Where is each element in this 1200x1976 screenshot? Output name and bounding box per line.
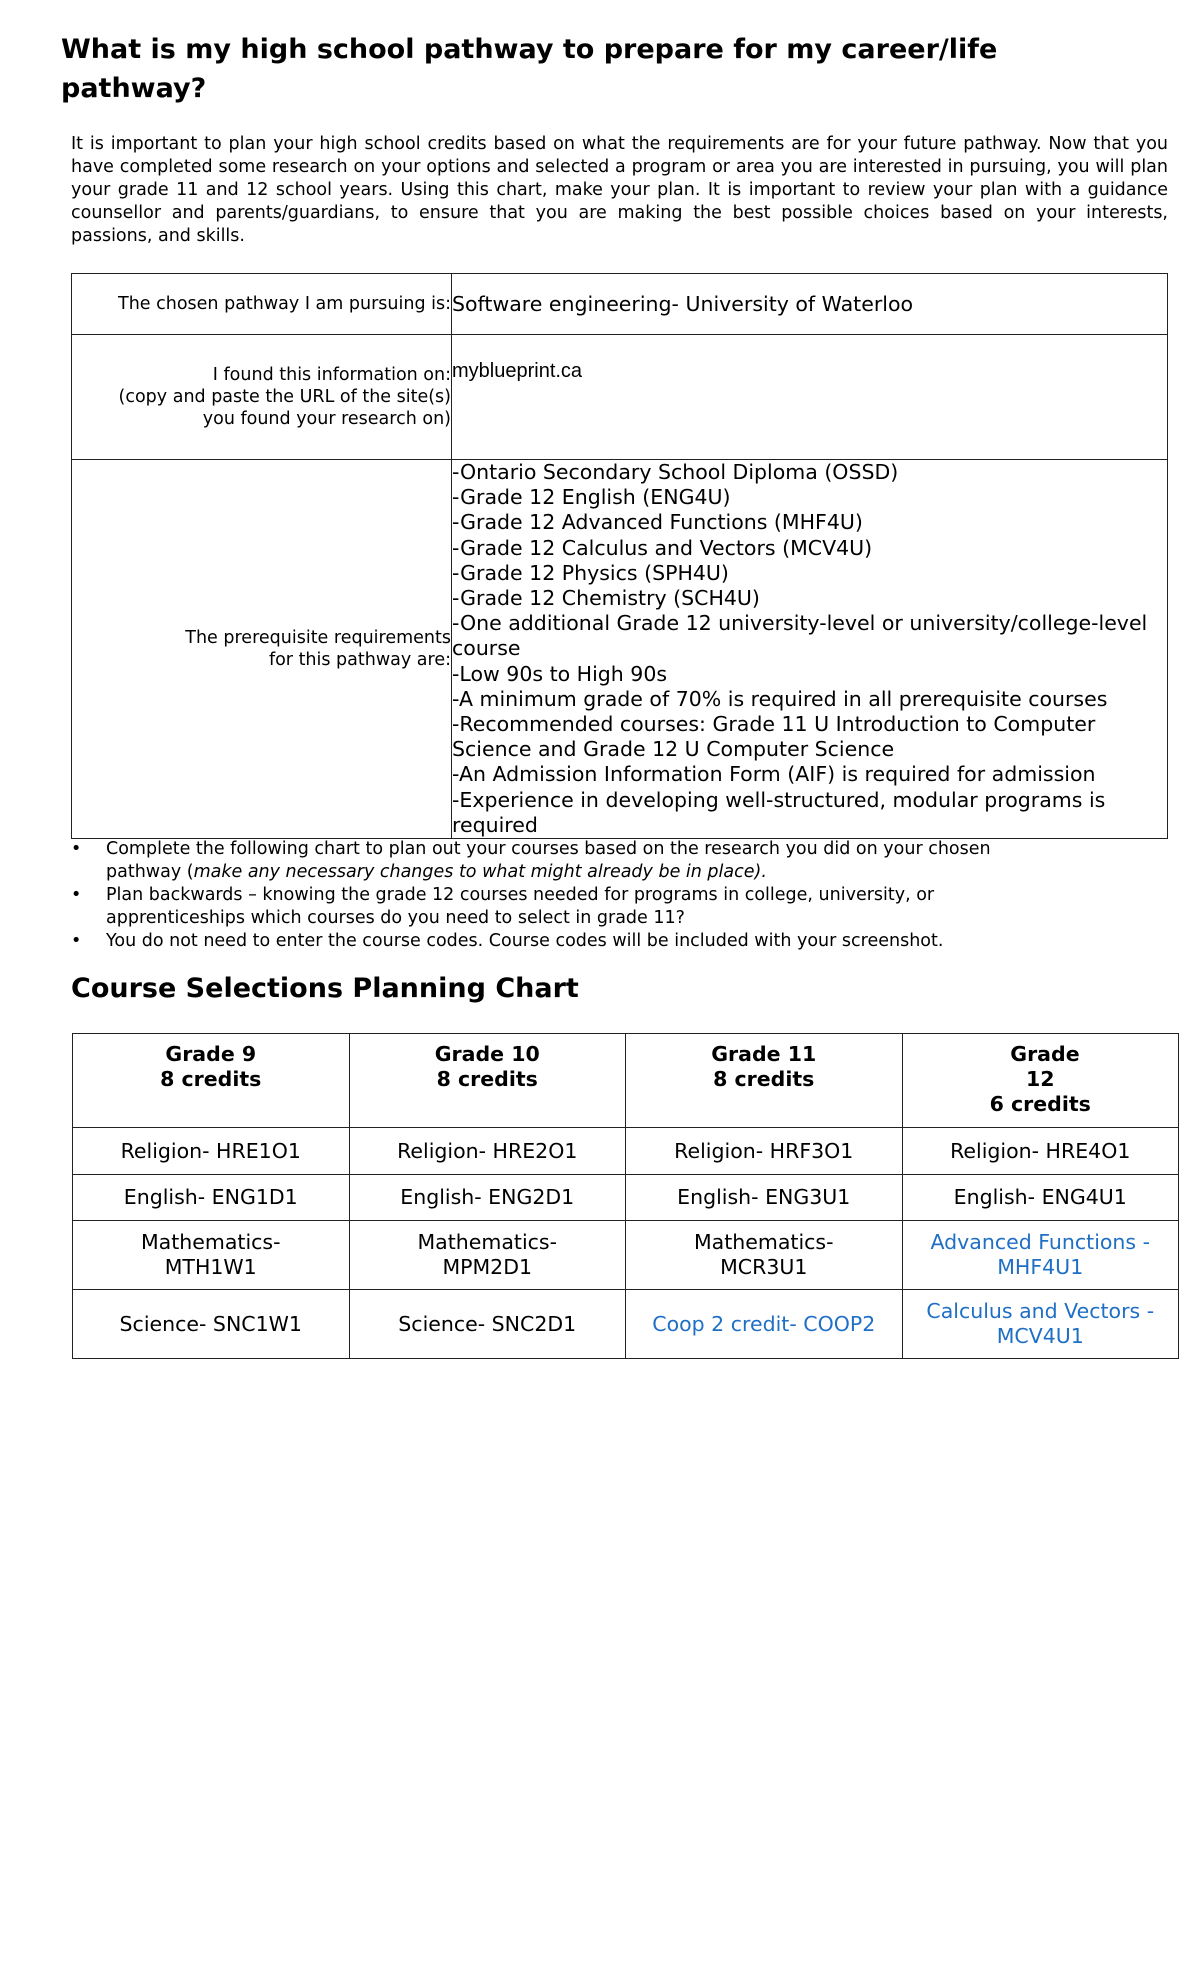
bullet-italic-text: make any necessary changes to what might already be in place). <box>193 862 767 882</box>
grade-label: Grade 11 <box>711 1042 817 1066</box>
intro-paragraph: It is important to plan your high school credits based on what the requirements are for your future pathway. Now that you have completed some research on your options and selected a program or area you are interested in pursuing, you will plan your grade 11 and 12 school years. Using this chart, make your plan. It is important to review your plan with a guidance counsellor and parents/guardians, to ensure that you are making the best possible choices based on your interests, passions, and skills. <box>71 134 1168 246</box>
label-line: I found this information on: <box>212 365 451 385</box>
course-cell[interactable]: Science- SNC1W1 <box>73 1290 350 1359</box>
grade-12-header <box>902 1034 1179 1128</box>
prereq-item: -Low 90s to High 90s <box>452 661 668 686</box>
course-cell-highlighted[interactable] <box>902 1290 1179 1359</box>
course-cell[interactable] <box>73 1221 350 1290</box>
label-line: (copy and paste the URL of the site(s) <box>118 387 451 407</box>
bullet-text: Plan backwards – knowing the grade 12 courses needed for programs in college, university, or apprenticeships which courses do you need to select in grade 11? <box>106 885 935 928</box>
grade-10-header <box>349 1034 626 1128</box>
credits-label: 8 credits <box>160 1067 262 1091</box>
instruction-list <box>71 838 1071 953</box>
prereq-item: -A minimum grade of 70% is required in all prerequisite courses <box>452 686 1108 711</box>
list-item <box>71 930 1071 953</box>
header-row <box>73 1034 1179 1128</box>
prereq-item: -Grade 12 Advanced Functions (MHF4U) <box>452 510 863 535</box>
prereq-item: -Experience in developing well-structured, modular programs is required <box>452 787 1106 837</box>
page-title: What is my high school pathway to prepare for my career/life pathway? <box>61 34 998 104</box>
course-text: Calculus and Vectors - MCV4U1 <box>926 1299 1155 1348</box>
table-row <box>73 1128 1179 1175</box>
course-planning-table <box>72 1033 1179 1359</box>
table-row <box>73 1221 1179 1290</box>
chart-heading: Course Selections Planning Chart <box>71 973 579 1004</box>
grade-label: Grade 9 <box>165 1042 257 1066</box>
prereq-item: -Grade 12 Calculus and Vectors (MCV4U) <box>452 535 873 560</box>
course-cell[interactable]: English- ENG1D1 <box>73 1175 350 1221</box>
credits-label: 8 credits <box>713 1067 815 1091</box>
course-cell[interactable]: English- ENG3U1 <box>626 1175 903 1221</box>
grade-11-header <box>626 1034 903 1128</box>
table-row <box>72 335 1168 460</box>
prereq-item: -Recommended courses: Grade 11 U Introduction to Computer Science and Grade 12 U Computer Science <box>452 712 1096 762</box>
prereq-item: -An Admission Information Form (AIF) is required for admission <box>452 762 1096 787</box>
prereq-label <box>72 460 452 839</box>
course-text: Mathematics- MPM2D1 <box>417 1230 557 1279</box>
course-cell[interactable] <box>626 1221 903 1290</box>
grade-label: Grade 10 <box>434 1042 540 1066</box>
prereq-item: -Ontario Secondary School Diploma (OSSD) <box>452 460 899 484</box>
bullet-icon: • <box>71 885 82 905</box>
course-cell[interactable]: Religion- HRE4O1 <box>902 1128 1179 1175</box>
label-line: The prerequisite requirements <box>185 628 451 649</box>
bullet-icon: • <box>71 931 82 951</box>
course-cell[interactable]: English- ENG2D1 <box>349 1175 626 1221</box>
course-cell[interactable] <box>349 1221 626 1290</box>
source-value[interactable]: myblueprint.ca <box>452 335 1168 460</box>
grade-label: Grade 12 <box>1010 1042 1080 1091</box>
table-row <box>72 460 1168 839</box>
label-line: you found your research on) <box>202 409 451 429</box>
pathway-table <box>71 273 1168 839</box>
label-text: The chosen pathway I am pursuing is: <box>118 294 451 314</box>
course-cell[interactable]: Science- SNC2D1 <box>349 1290 626 1359</box>
course-cell-highlighted[interactable] <box>902 1221 1179 1290</box>
table-row <box>72 274 1168 335</box>
list-item <box>71 884 1071 930</box>
prereq-item: -Grade 12 English (ENG4U) <box>452 485 731 510</box>
source-label <box>72 335 452 460</box>
course-cell[interactable]: Religion- HRF3O1 <box>626 1128 903 1175</box>
course-cell[interactable]: Religion- HRE1O1 <box>73 1128 350 1175</box>
course-text: Advanced Functions - MHF4U1 <box>930 1230 1151 1279</box>
bullet-text: You do not need to enter the course codes. Course codes will be included with your screenshot. <box>106 931 944 951</box>
table-row <box>73 1290 1179 1359</box>
chosen-pathway-label <box>72 274 452 335</box>
table-row <box>73 1175 1179 1221</box>
credits-label: 8 credits <box>436 1067 538 1091</box>
bullet-text: Complete the following chart to plan out your courses based on the research you did on your chosen pathway ( <box>106 839 991 882</box>
prereq-item: -One additional Grade 12 university-level or university/college-level course <box>452 611 1148 661</box>
grade-9-header <box>73 1034 350 1128</box>
course-cell-highlighted[interactable]: Coop 2 credit- COOP2 <box>626 1290 903 1359</box>
course-cell[interactable]: English- ENG4U1 <box>902 1175 1179 1221</box>
course-text: Mathematics- MCR3U1 <box>693 1230 834 1279</box>
course-cell[interactable]: Religion- HRE2O1 <box>349 1128 626 1175</box>
credits-label: 6 credits <box>989 1092 1091 1116</box>
bullet-icon: • <box>71 839 82 859</box>
prereq-item: -Grade 12 Physics (SPH4U) <box>452 560 729 585</box>
prereq-item: -Grade 12 Chemistry (SCH4U) <box>452 586 760 611</box>
course-text: Mathematics- MTH1W1 <box>140 1230 281 1279</box>
prereq-list[interactable] <box>452 460 1168 839</box>
label-line: for this pathway are: <box>268 650 451 671</box>
list-item <box>71 838 1071 884</box>
chosen-pathway-value[interactable]: Software engineering- University of Waterloo <box>452 274 1168 335</box>
